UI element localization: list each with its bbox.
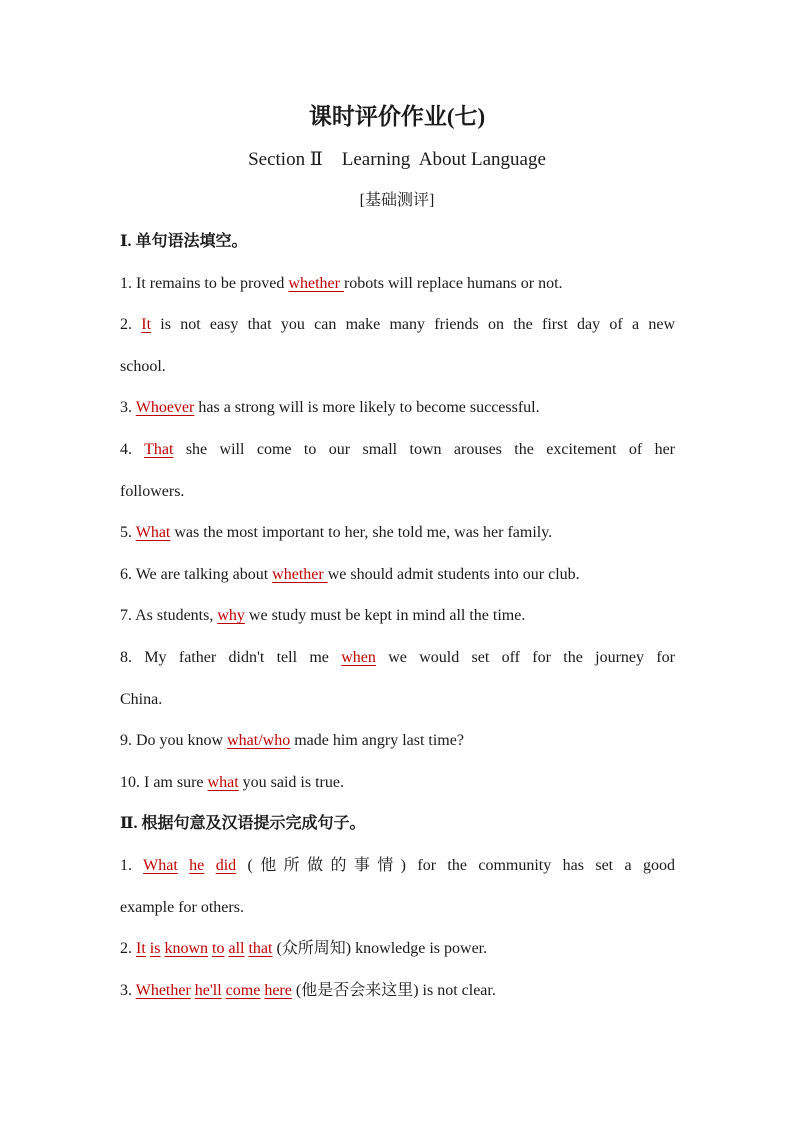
question-text: 4. [120, 440, 145, 458]
question-line [120, 429, 675, 471]
answer-blank: come [225, 981, 261, 999]
question-continuation: example for others. [120, 898, 244, 916]
question-line [120, 762, 675, 804]
answer-blank: known [164, 940, 209, 958]
question-continuation: school. [120, 357, 166, 375]
part1-heading: Ⅰ. 单句语法填空。 [120, 233, 248, 250]
question-line [120, 970, 675, 1012]
question-line [120, 387, 675, 429]
answer-blank: when [341, 648, 376, 666]
answer-blank: all [228, 940, 245, 958]
question-line [120, 845, 675, 887]
chinese-hint: (他是否会来这里) [295, 981, 419, 999]
question-number: 2. [120, 940, 136, 958]
answer-blank: Whoever [135, 399, 195, 417]
question-text: 3. [120, 399, 136, 417]
answer-blank: It [136, 940, 146, 958]
question-text: 8. My father didn't tell me [120, 648, 342, 666]
page-title: 课时评价作业(七) [308, 104, 486, 129]
question-line [120, 512, 675, 554]
question-line [120, 595, 675, 637]
question-text: she will come to our small town arouses the excitement of her [173, 440, 675, 458]
question-number: 1. [120, 856, 144, 874]
question-text: 6. We are talking about [120, 565, 273, 583]
answer-blank: to [212, 940, 225, 958]
question-text: 5. [120, 524, 136, 542]
question-text: has a strong will is more likely to become successful. [194, 399, 540, 417]
question-text: robots will replace humans or not. [343, 274, 563, 292]
question-text: 10. I am sure [120, 773, 208, 791]
question-continuation: China. [120, 690, 163, 708]
answer-blank: he [189, 856, 205, 874]
answer-blank: that [248, 940, 273, 958]
question-text: we would set off for the journey for [375, 648, 675, 666]
question-line [120, 637, 675, 679]
question-text: 1. It remains to be proved [120, 274, 289, 292]
answer-blank: why [217, 607, 245, 625]
chinese-hint: (他所做的事情) [247, 856, 406, 874]
question-text: we study must be kept in mind all the time. [244, 607, 526, 625]
answer-blank: whether [272, 565, 328, 583]
answer-blank: did [215, 856, 237, 874]
question-continuation: followers. [120, 482, 185, 500]
question-text: made him angry last time? [290, 732, 464, 750]
question-number: 3. [120, 981, 136, 999]
question-line [120, 554, 675, 596]
answer-blank: is [149, 940, 161, 958]
question-text: is not clear. [418, 981, 496, 999]
question-text: knowledge is power. [351, 940, 488, 958]
part2-heading: Ⅱ. 根据句意及汉语提示完成句子。 [120, 815, 366, 833]
section-subtitle: Section Ⅱ Learning About Language [248, 149, 546, 170]
chinese-hint: (众所周知) [276, 940, 352, 958]
answer-blank: Whether [135, 981, 191, 999]
question-text: we should admit students into our club. [327, 565, 580, 583]
exercise-body [120, 221, 675, 1011]
question-text: is not easy that you can make many friends on the first day of a new [151, 316, 675, 334]
question-text: you said is true. [238, 773, 344, 791]
question-line [120, 720, 675, 762]
answer-blank: What [143, 856, 178, 874]
question-line [120, 263, 675, 305]
question-text: was the most important to her, she told me, was her family. [170, 524, 553, 542]
test-tag: [基础测评] [359, 192, 435, 209]
answer-blank: It [141, 316, 152, 334]
answer-blank: here [264, 981, 292, 999]
answer-blank: what [207, 773, 239, 791]
answer-blank: what/who [227, 732, 291, 750]
question-text: 7. As students, [120, 607, 218, 625]
answer-blank: That [144, 440, 174, 458]
question-text: 9. Do you know [120, 732, 228, 750]
question-line [120, 928, 675, 970]
answer-blank: What [135, 524, 171, 542]
answer-blank: he'll [194, 981, 222, 999]
question-text: for the community has set a good [405, 856, 675, 874]
question-line [120, 304, 675, 346]
answer-blank: whether [288, 274, 344, 292]
question-text: 2. [120, 316, 142, 334]
